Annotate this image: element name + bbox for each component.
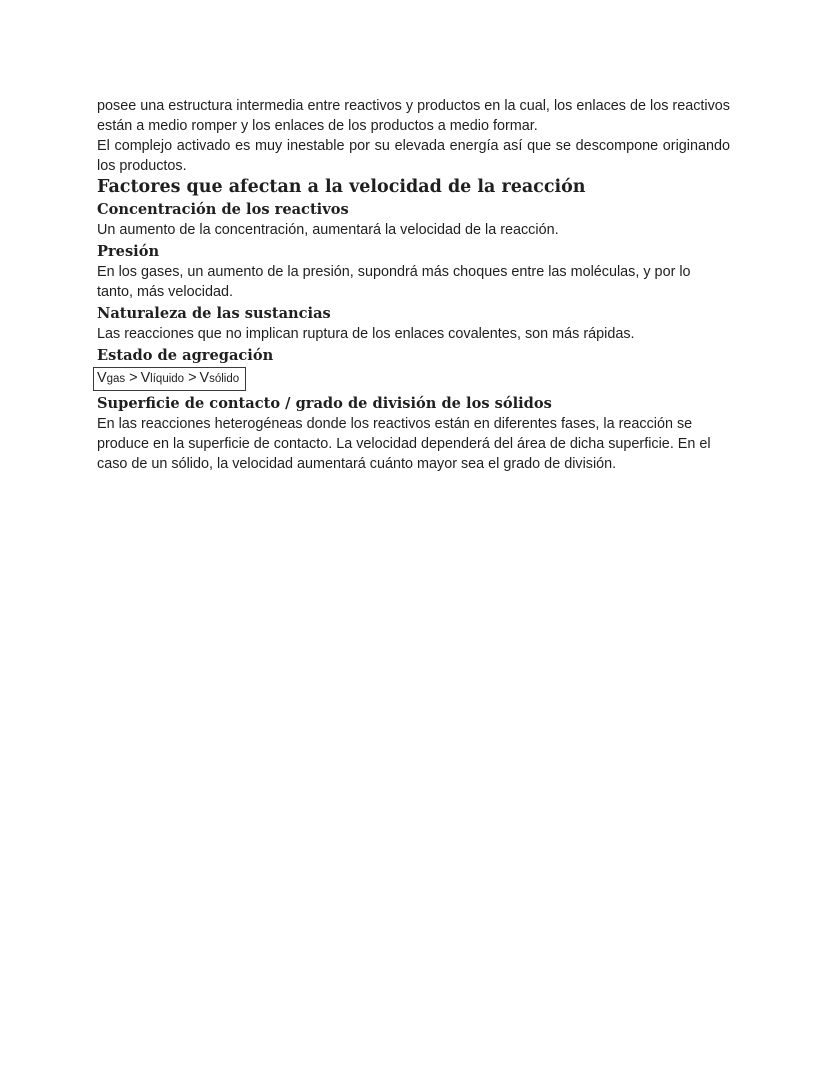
intro-paragraph-1: posee una estructura intermedia entre reactivos y productos en la cual, los enlaces de los reactivos están a medio romper y los enlaces de los productos a medio formar. <box>97 98 730 134</box>
heading-estado: Estado de agregación <box>97 347 274 364</box>
greater-than-2: > <box>188 370 197 386</box>
subscript-gas: gas <box>106 373 126 385</box>
v-symbol-liquido: V <box>140 370 151 386</box>
heading-naturaleza: Naturaleza de las sustancias <box>97 305 331 322</box>
intro-paragraph-2: El complejo activado es muy inestable por su elevada energía así que se descompone originando los productos. <box>97 138 730 174</box>
heading-presion: Presión <box>97 243 160 260</box>
text-concentracion: Un aumento de la concentración, aumentará la velocidad de la reacción. <box>97 222 559 238</box>
v-symbol-solido: V <box>199 370 210 386</box>
subscript-liquido: líquido <box>150 373 185 385</box>
v-symbol-gas: V <box>97 370 107 386</box>
velocity-formula-box <box>93 367 246 391</box>
text-presion: En los gases, un aumento de la presión, supondrá más choques entre las moléculas, y por lo tanto, más velocidad. <box>97 264 691 300</box>
heading-concentracion: Concentración de los reactivos <box>97 201 349 218</box>
greater-than-1: > <box>129 370 138 386</box>
section-title: Factores que afectan a la velocidad de la reacción <box>97 177 586 197</box>
document-page <box>97 96 730 474</box>
text-superficie: En las reacciones heterogéneas donde los reactivos están en diferentes fases, la reacción se produce en la superficie de contacto. La velocidad dependerá del área de dicha superficie. En el caso de un sólido, la velocidad aumentará cuánto mayor sea el grado de división. <box>97 416 711 472</box>
text-naturaleza: Las reacciones que no implican ruptura de los enlaces covalentes, son más rápidas. <box>97 326 635 342</box>
subscript-solido: sólido <box>209 373 240 385</box>
heading-superficie: Superficie de contacto / grado de división de los sólidos <box>97 395 552 412</box>
